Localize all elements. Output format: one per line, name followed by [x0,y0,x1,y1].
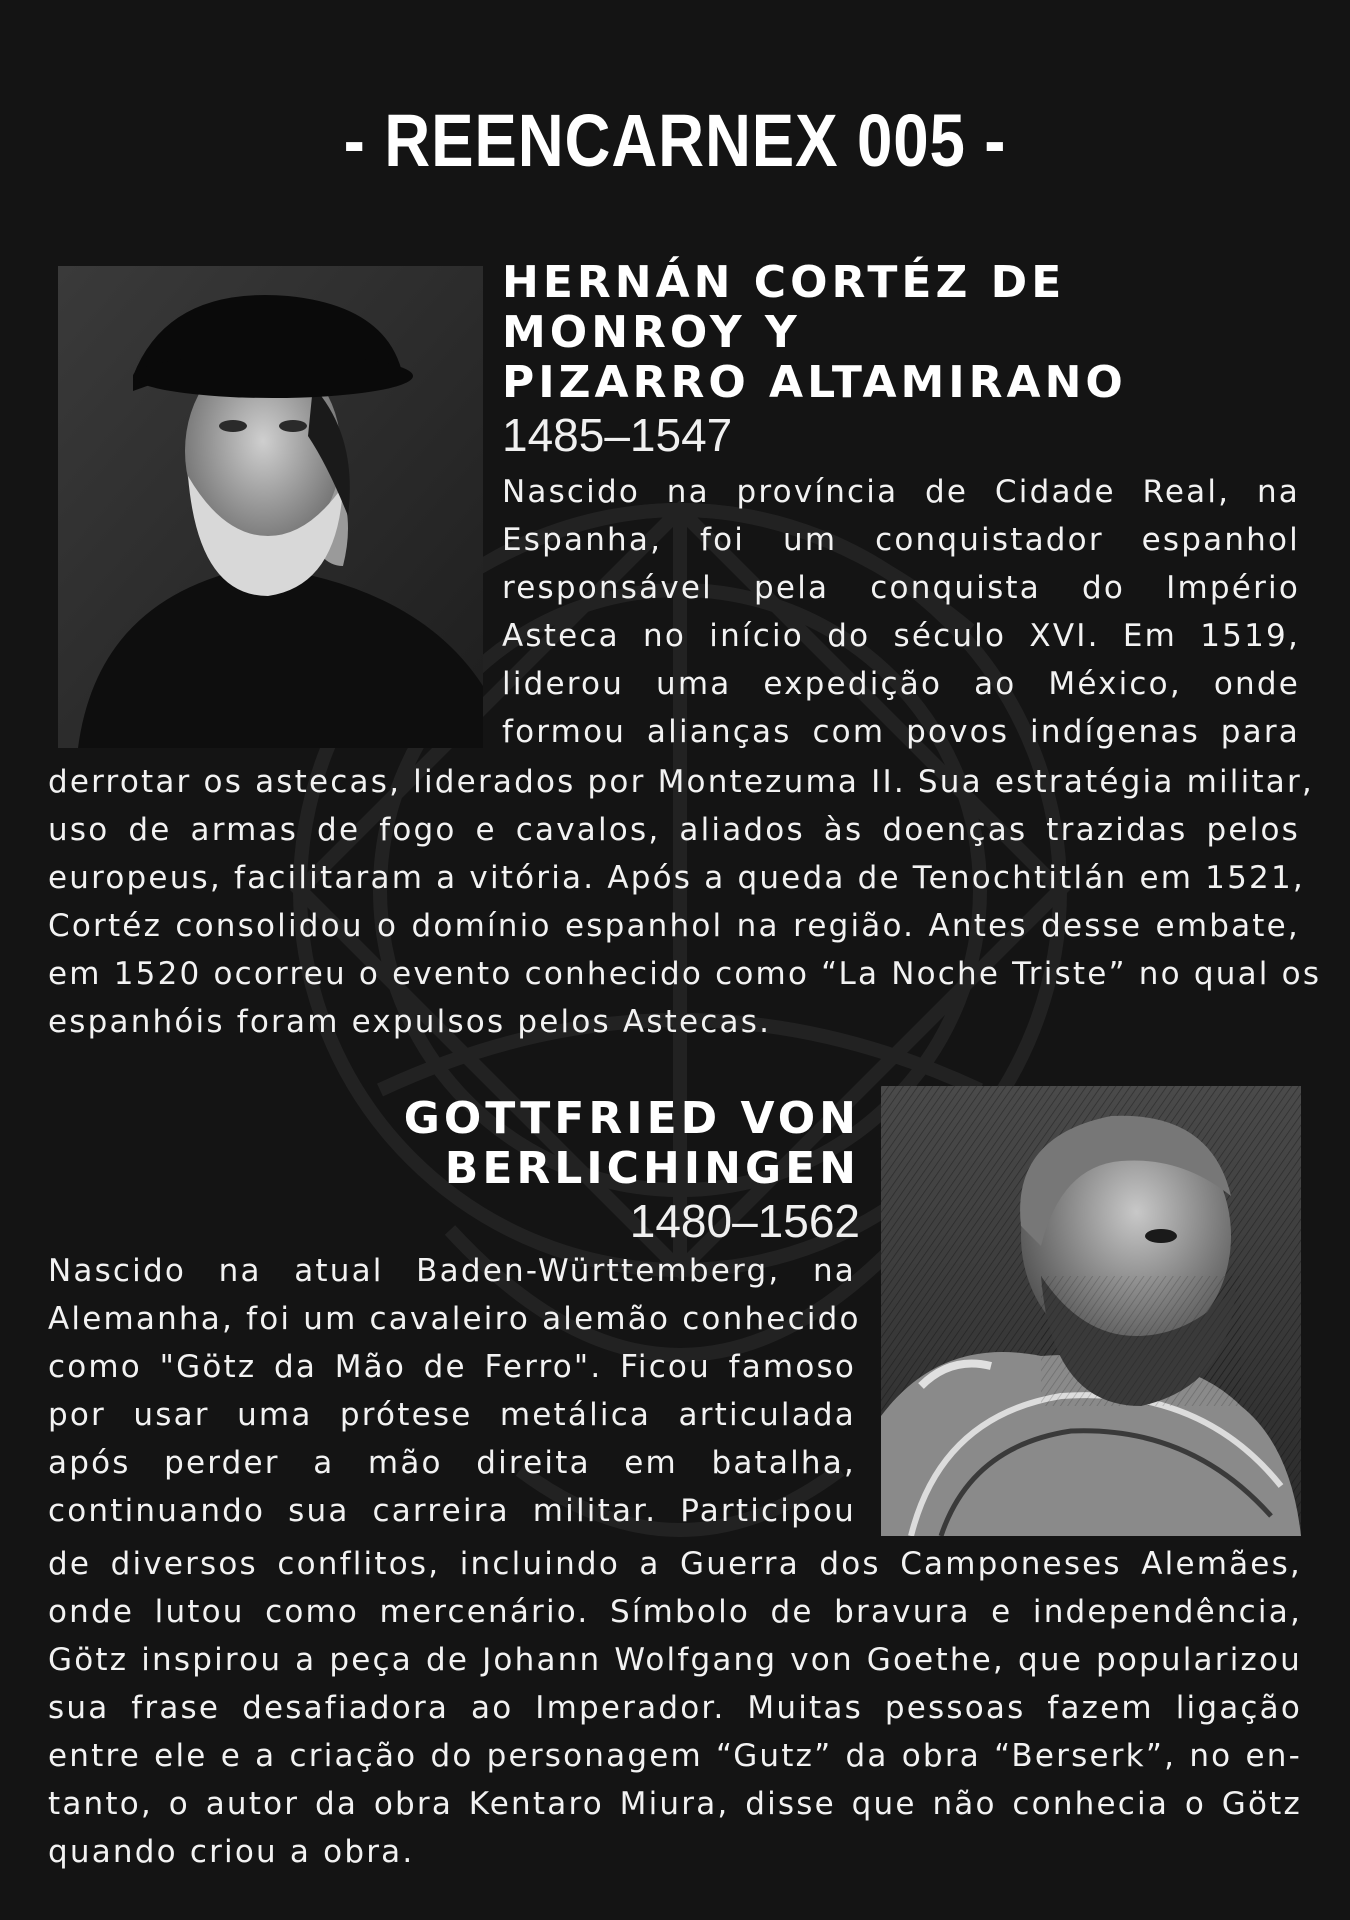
bio-line: responsável pela conquista do Império [502,570,1300,606]
bio-line: derrotar os astecas, liderados por Montezuma II. Sua estratégia militar, [48,764,1314,800]
bio-line: espanhóis foram expulsos pelos Astecas. [48,1004,772,1040]
person1-years: 1485–1547 [502,409,733,461]
portrait-cortez [58,266,483,748]
bio-line: por usar uma prótese metálica articulada [48,1397,856,1433]
person1-bio-wide [48,758,1322,1046]
person2-bio-wide [48,1540,1302,1876]
person1-name-line1: HERNÁN CORTÉZ DE MONROY Y [502,257,1066,358]
bio-line: liderou uma expedição ao México, onde [502,666,1300,702]
bio-line: após perder a mão direita em batalha, [48,1445,856,1481]
person2-name: GOTTFRIED VON BERLICHINGEN [403,1093,860,1194]
page-title: - REENCARNEX 005 - [343,99,1007,182]
person1-bio-narrow [502,468,1300,756]
person2-bio-narrow [48,1247,861,1535]
bio-line: continuando sua carreira militar. Participou [48,1493,856,1529]
bio-line: como "Götz da Mão de Ferro". Ficou famoso [48,1349,856,1385]
bio-line: europeus, facilitaram a vitória. Após a queda de Tenochtitlán em 1521, [48,860,1305,896]
bio-line: quando criou a obra. [48,1834,415,1870]
person1-name-line2: PIZARRO ALTAMIRANO [502,357,1127,408]
bio-line: de diversos conflitos, incluindo a Guerra dos Camponeses Alemães, [48,1546,1302,1582]
bio-line: em 1520 ocorreu o evento conhecido como “La Noche Triste” no qual os [48,956,1322,992]
bio-line: Nascido na província de Cidade Real, na [502,474,1300,510]
bio-line: Götz inspirou a peça de Johann Wolfgang von Goethe, que popularizou [48,1642,1302,1678]
bio-line: Alemanha, foi um cavaleiro alemão conhecido [48,1301,861,1337]
portrait-berlichingen [881,1086,1301,1536]
bio-line: Espanha, foi um conquistador espanhol [502,522,1300,558]
bio-line: entre ele e a criação do personagem “Gutz” da obra “Berserk”, no en- [48,1738,1302,1774]
bio-line: onde lutou como mercenário. Símbolo de bravura e independência, [48,1594,1302,1630]
bio-line: tanto, o autor da obra Kentaro Miura, disse que não conhecia o Götz [48,1786,1302,1822]
bio-line: sua frase desafiadora ao Imperador. Muitas pessoas fazem ligação [48,1690,1302,1726]
bio-line: Nascido na atual Baden-Württemberg, na [48,1253,856,1289]
bio-line: formou alianças com povos indígenas para [502,714,1300,750]
bio-line: uso de armas de fogo e cavalos, aliados às doenças trazidas pelos [48,812,1300,848]
bio-line: Cortéz consolidou o domínio espanhol na região. Antes desse embate, [48,908,1300,944]
bio-line: Asteca no início do século XVI. Em 1519, [502,618,1300,654]
person2-years: 1480–1562 [629,1195,860,1247]
